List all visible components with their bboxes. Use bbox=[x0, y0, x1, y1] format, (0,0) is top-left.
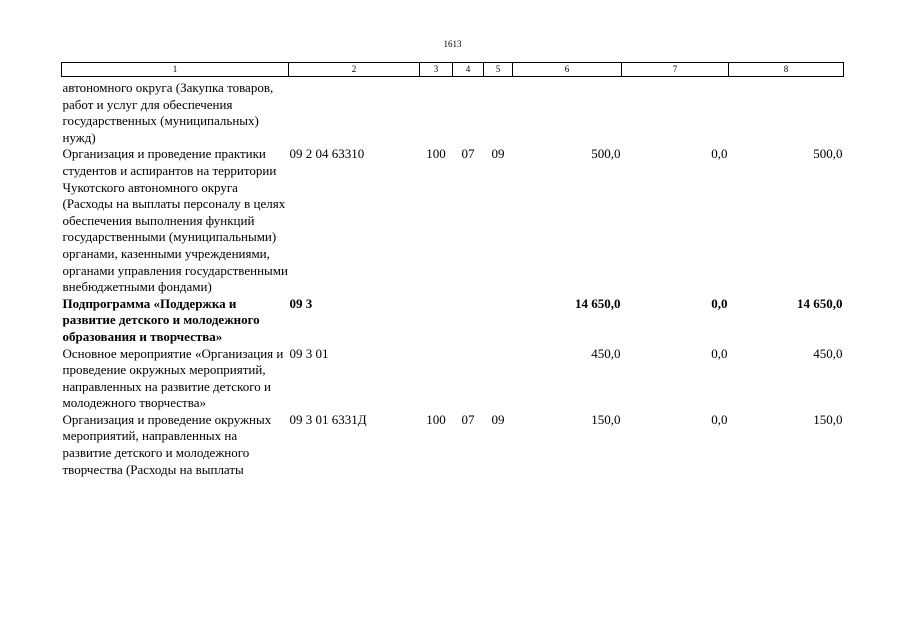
table-row bbox=[62, 412, 844, 478]
row-subsection bbox=[484, 77, 513, 147]
row-section: 07 bbox=[461, 146, 475, 162]
row-section bbox=[453, 77, 484, 147]
row-name: автономного округа (Закупка товаров, работ и услуг для обеспечения государственных (муниципальных) нужд) bbox=[62, 80, 274, 145]
column-header-2: 2 bbox=[289, 63, 420, 77]
row-expense-type: 100 bbox=[426, 146, 446, 162]
row-amount-own: 150,0 bbox=[813, 411, 843, 427]
row-name: Основное мероприятие «Организация и проведение окружных мероприятий, направленных на развитие детского и молодежного творчества» bbox=[62, 345, 284, 411]
row-section bbox=[453, 346, 484, 412]
column-header-8: 8 bbox=[729, 63, 844, 77]
row-amount-own: 14 650,0 bbox=[797, 295, 843, 311]
row-amount-total: 14 650,0 bbox=[575, 295, 621, 311]
row-name: Организация и проведение окружных мероприятий, направленных на развитие детского и молодежного творчества (Расходы на выплаты bbox=[62, 411, 272, 477]
column-header-6: 6 bbox=[513, 63, 622, 77]
row-amount-own: 450,0 bbox=[813, 345, 843, 361]
row-amount-own bbox=[729, 77, 844, 147]
row-amount-subvention: 0,0 bbox=[711, 295, 728, 311]
row-code bbox=[289, 77, 420, 147]
row-amount-total: 150,0 bbox=[591, 411, 621, 427]
column-header-4: 4 bbox=[453, 63, 484, 77]
table-row bbox=[62, 346, 844, 412]
column-header-3: 3 bbox=[420, 63, 453, 77]
column-header-5: 5 bbox=[484, 63, 513, 77]
row-expense-type: 100 bbox=[426, 411, 446, 427]
row-section bbox=[453, 296, 484, 346]
budget-table bbox=[61, 62, 844, 478]
row-expense-type bbox=[420, 346, 453, 412]
table-row-subprogram bbox=[62, 296, 844, 346]
row-code: 09 3 bbox=[289, 295, 313, 311]
column-number-header-row bbox=[62, 63, 844, 77]
row-amount-subvention: 0,0 bbox=[711, 146, 728, 162]
page-number: 1613 bbox=[443, 39, 462, 49]
row-expense-type bbox=[420, 77, 453, 147]
row-subsection: 09 bbox=[491, 411, 505, 427]
row-subsection: 09 bbox=[491, 146, 505, 162]
column-header-7: 7 bbox=[622, 63, 729, 77]
row-expense-type bbox=[420, 296, 453, 346]
row-amount-total: 450,0 bbox=[591, 345, 621, 361]
row-amount-own: 500,0 bbox=[813, 146, 843, 162]
row-code: 09 2 04 63310 bbox=[289, 146, 365, 162]
table-row bbox=[62, 77, 844, 147]
row-code: 09 3 01 6331Д bbox=[289, 411, 367, 427]
row-amount-subvention: 0,0 bbox=[711, 345, 728, 361]
row-subsection bbox=[484, 346, 513, 412]
row-amount-subvention bbox=[622, 77, 729, 147]
row-name: Организация и проведение практики студентов и аспирантов на территории Чукотского автономного округа (Расходы на выплаты персоналу в целях обеспечения выполнения функций государственными (муниципальными) органами, казенными учреждениями, органами управления государственными внебюджетными фондами) bbox=[62, 146, 288, 295]
row-name: Подпрограмма «Поддержка и развитие детского и молодежного образования и творчества» bbox=[62, 295, 260, 344]
row-code: 09 3 01 bbox=[289, 345, 329, 361]
row-section: 07 bbox=[461, 411, 475, 427]
row-amount-total bbox=[513, 77, 622, 147]
table-row bbox=[62, 146, 844, 295]
row-subsection bbox=[484, 296, 513, 346]
column-header-1: 1 bbox=[62, 63, 289, 77]
row-amount-total: 500,0 bbox=[591, 146, 621, 162]
row-amount-subvention: 0,0 bbox=[711, 411, 728, 427]
